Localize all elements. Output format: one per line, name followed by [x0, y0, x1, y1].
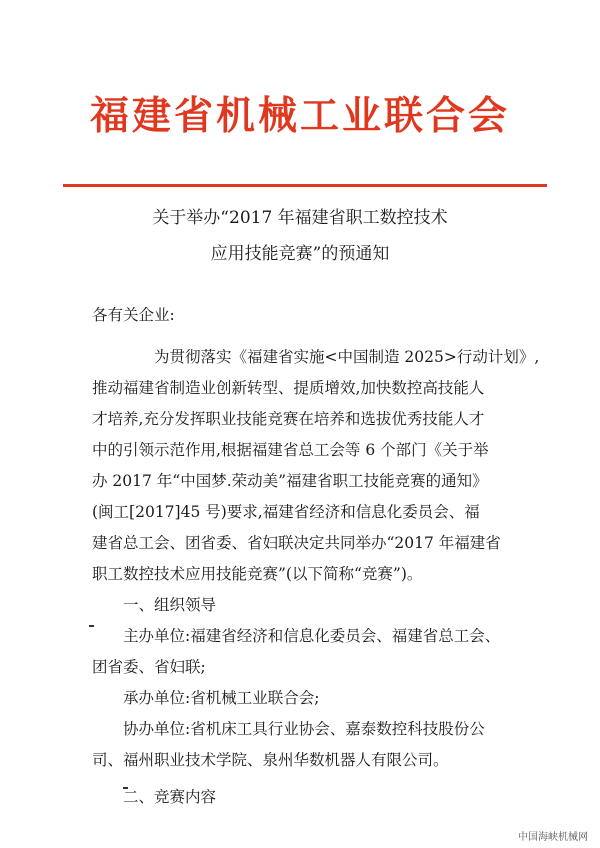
- site-watermark: 中国海峡机械网: [518, 832, 588, 843]
- intro-line: 才培养,充分发挥职业技能竞赛在培养和选拔优秀技能人才: [92, 410, 485, 428]
- host-units-line: 主办单位:福建省经济和信息化委员会、福建省总工会、: [123, 627, 501, 645]
- intro-line: 建省总工会、团省委、省妇联决定共同举办“2017 年福建省: [92, 534, 501, 552]
- intro-paragraph: [92, 342, 540, 590]
- organizer-unit-line: 承办单位:省机械工业联合会;: [123, 689, 320, 707]
- intro-line: 办 2017 年“中国梦.荣动美”福建省职工技能竞赛的通知》: [92, 472, 488, 490]
- scan-speck: [89, 625, 94, 627]
- section-heading-content: 二、竞赛内容: [123, 788, 217, 806]
- section-heading-organization: 一、组织领导: [123, 596, 217, 614]
- notice-title-line-2: 应用技能竞赛”的预通知: [210, 244, 390, 264]
- intro-line: 推动福建省制造业创新转型、提质增效,加快数控高技能人: [92, 379, 485, 397]
- co-organizer-line: 司、福州职业技术学院、泉州华数机器人有限公司。: [92, 751, 449, 769]
- intro-line: 职工数控技术应用技能竞赛”(以下简称“竞赛”)。: [92, 565, 423, 583]
- letterhead-divider: [63, 184, 547, 187]
- org-letterhead-title: 福建省机械工业联合会: [89, 94, 510, 139]
- co-organizer-line: 协办单位:省机床工具行业协会、嘉泰数控科技股份公: [123, 720, 485, 738]
- notice-body: [92, 300, 540, 813]
- salutation: 各有关企业:: [92, 306, 175, 324]
- notice-title-line-1: 关于举办“2017 年福建省职工数控技术: [152, 208, 448, 228]
- scan-speck: [123, 787, 128, 789]
- host-units-line: 团省委、省妇联;: [92, 658, 206, 676]
- intro-line: 中的引领示范作用,根据福建省总工会等 6 个部门《关于举: [92, 441, 489, 459]
- notice-title: [0, 200, 600, 272]
- intro-line: 为贯彻落实《福建省实施<中国制造 2025>行动计划》,: [154, 348, 540, 366]
- intro-line: (闽工[2017]45 号)要求,福建省经济和信息化委员会、福: [92, 503, 480, 521]
